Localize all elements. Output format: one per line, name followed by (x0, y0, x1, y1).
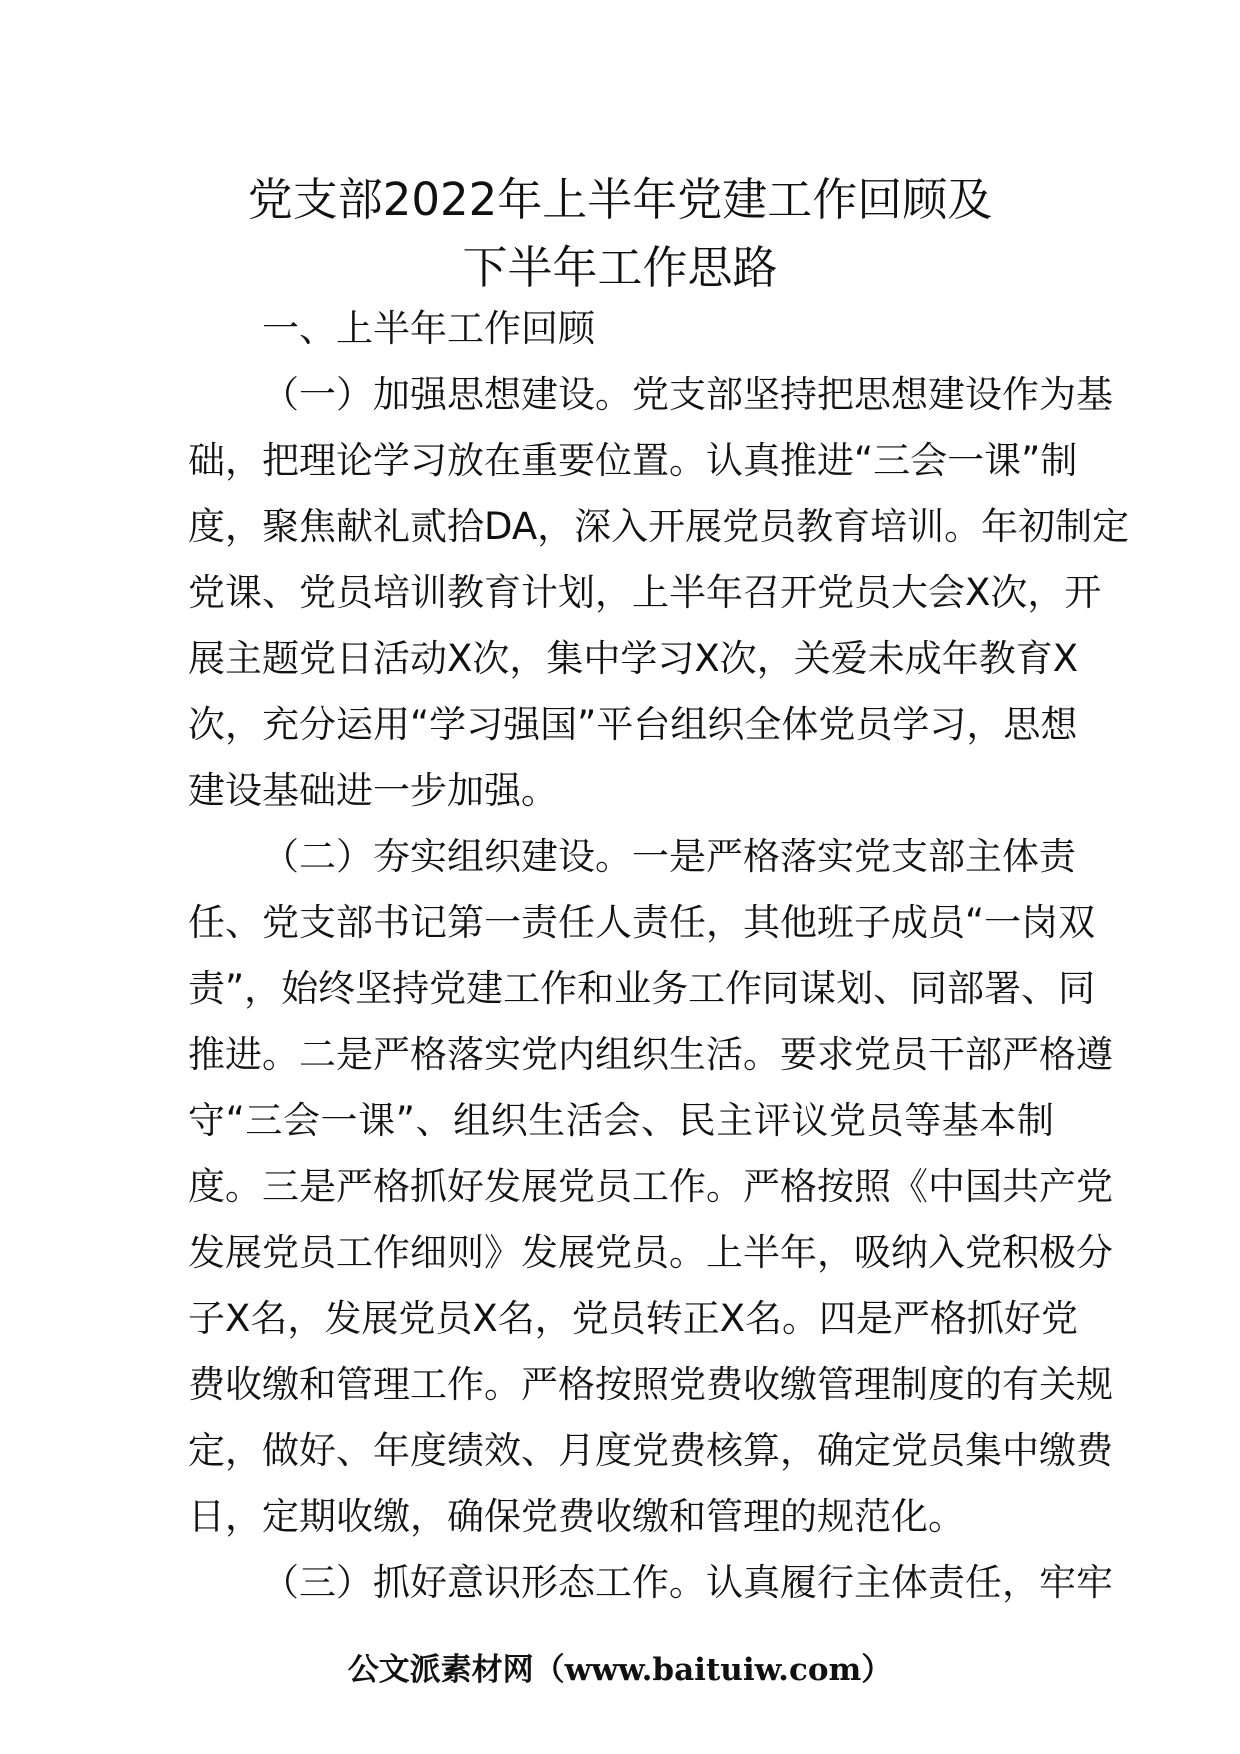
paragraph-line: （二）夯实组织建设。一是严格落实党支部主体责 (262, 835, 1076, 878)
paragraph-line: 任、党支部书记第一责任人责任，其他班子成员“一岗双 (188, 901, 1096, 944)
paragraph-line: （一）加强思想建设。党支部坚持把思想建设作为基 (262, 373, 1113, 416)
paragraph-line: 责”，始终坚持党建工作和业务工作同谋划、同部署、同 (188, 967, 1096, 1010)
paragraph-line: 党课、党员培训教育计划，上半年召开党员大会X次，开 (188, 571, 1102, 614)
paragraph-line: 度，聚焦献礼贰拾DA，深入开展党员教育培训。年初制定 (188, 505, 1130, 548)
footer-watermark: 公文派素材网（www.baituiw.com） (347, 1652, 893, 1688)
paragraph-line: 次，充分运用“学习强国”平台组织全体党员学习，思想 (188, 703, 1078, 746)
paragraph-line: 定，做好、年度绩效、月度党费核算，确定党员集中缴费 (188, 1429, 1113, 1472)
paragraph-line: （三）抓好意识形态工作。认真履行主体责任，牢牢 (262, 1561, 1113, 1604)
paragraph-line: 推进。二是严格落实党内组织生活。要求党员干部严格遵 (188, 1033, 1113, 1076)
paragraph-line: 日，定期收缴，确保党费收缴和管理的规范化。 (188, 1495, 965, 1538)
paragraph-line: 费收缴和管理工作。严格按照党费收缴管理制度的有关规 (188, 1363, 1113, 1406)
paragraph-line: 础，把理论学习放在重要位置。认真推进“三会一课”制 (188, 439, 1078, 482)
document-title-line-1: 党支部2022年上半年党建工作回顾及 (247, 173, 993, 226)
paragraph-line: 发展党员工作细则》发展党员。上半年，吸纳入党积极分 (188, 1231, 1113, 1274)
section-heading: 一、上半年工作回顾 (262, 307, 595, 350)
document-title-line-2: 下半年工作思路 (462, 241, 778, 294)
paragraph-line: 度。三是严格抓好发展党员工作。严格按照《中国共产党 (188, 1165, 1113, 1208)
paragraph-line: 子X名，发展党员X名，党员转正X名。四是严格抓好党 (188, 1297, 1079, 1340)
paragraph-line: 守“三会一课”、组织生活会、民主评议党员等基本制 (188, 1099, 1054, 1142)
paragraph-line: 建设基础进一步加强。 (188, 769, 558, 812)
paragraph-line: 展主题党日活动X次，集中学习X次，关爱未成年教育X (188, 637, 1079, 680)
